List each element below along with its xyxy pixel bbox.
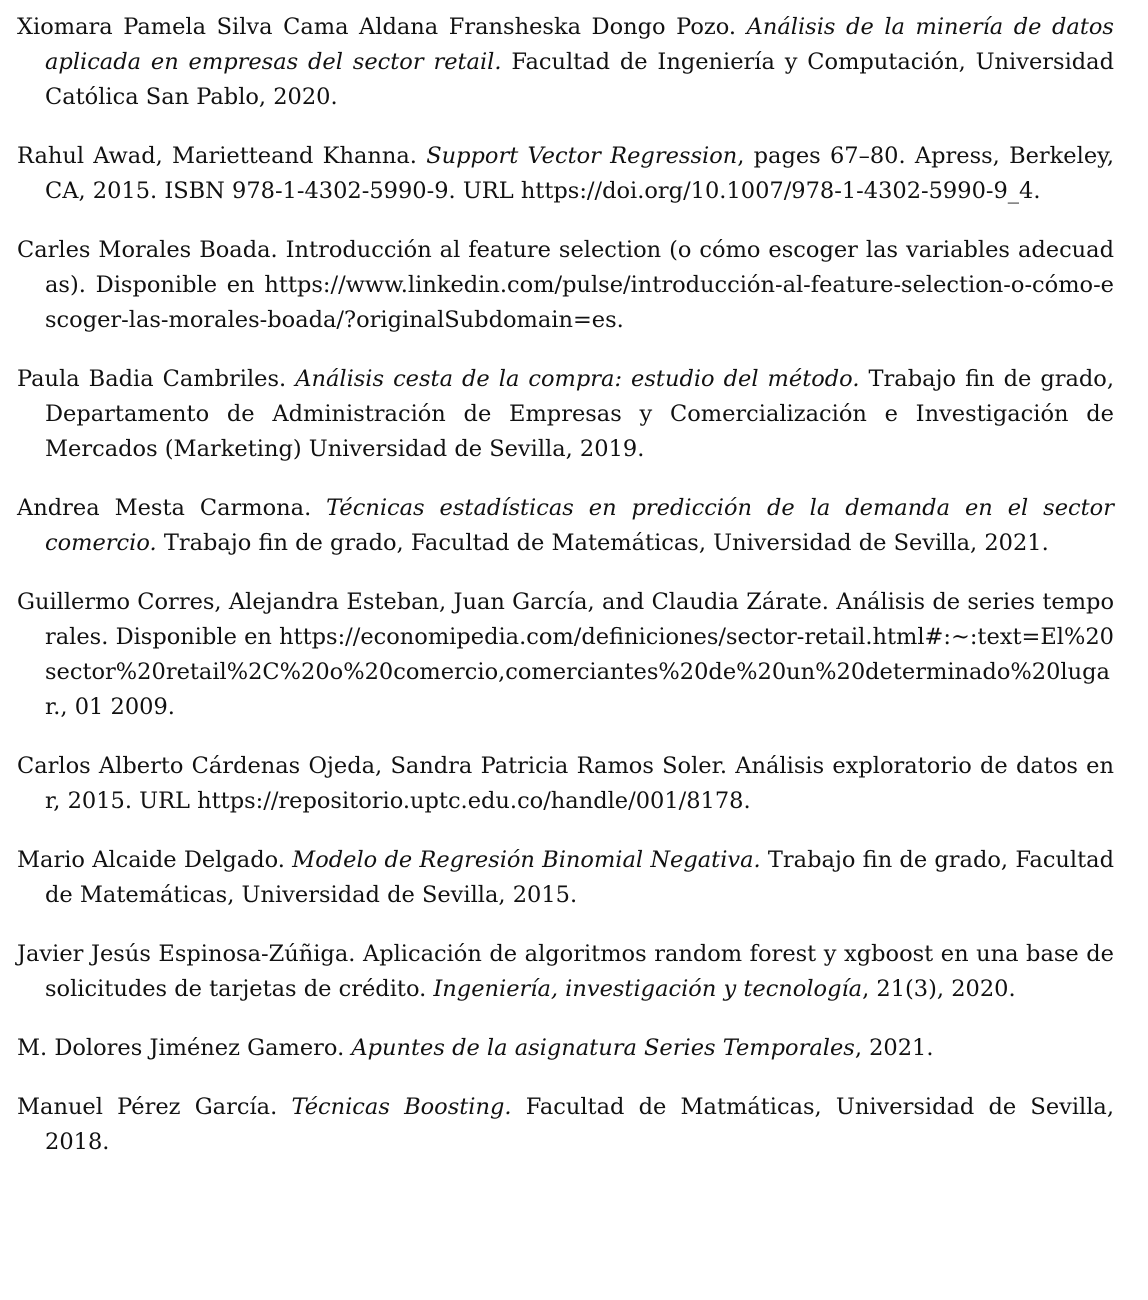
reference-details: Facultad de Matmáticas, Universidad de Sevilla, 2018. bbox=[45, 1094, 1114, 1155]
reference-entry bbox=[17, 585, 1114, 725]
reference-details: Introducción al feature selection (o cómo escoger las variables adecuadas). Disponible en https://www.linkedin.com/pulse/introducción-al-feature-selection-o-cómo-escoger-las-morales-boada/?originalSubdomain=es. bbox=[45, 237, 1114, 333]
reference-authors: Javier Jesús Espinosa-Zúñiga. bbox=[17, 941, 356, 967]
reference-journal: Ingeniería, investigación y tecnología bbox=[433, 976, 863, 1002]
reference-details: Facultad de Ingeniería y Computación, Universidad Católica San Pablo, 2020. bbox=[45, 49, 1114, 110]
reference-details: Trabajo fin de grado, Departamento de Administración de Empresas y Comercialización e Investigación de Mercados (Marketing) Universidad de Sevilla, 2019. bbox=[45, 366, 1115, 462]
reference-entry bbox=[17, 937, 1114, 1007]
reference-details: Trabajo fin de grado, Facultad de Matemáticas, Universidad de Sevilla, 2021. bbox=[163, 530, 1049, 556]
reference-details: Aplicación de algoritmos random forest y xgboost en una base de solicitudes de tarjetas de crédito. bbox=[45, 941, 1115, 1002]
reference-authors: Guillermo Corres, Alejandra Esteban, Juan García, and Claudia Zárate. bbox=[17, 589, 829, 615]
reference-entry bbox=[17, 139, 1114, 209]
reference-title: Análisis cesta de la compra: estudio del método. bbox=[295, 366, 860, 392]
reference-authors: Mario Alcaide Delgado. bbox=[17, 847, 285, 873]
reference-details: , 2021. bbox=[854, 1035, 934, 1061]
reference-details: Análisis exploratorio de datos en r, 2015. URL https://repositorio.uptc.edu.co/handle/001/8178. bbox=[45, 753, 1114, 814]
reference-authors: Manuel Pérez García. bbox=[17, 1094, 278, 1120]
reference-details: Análisis de series temporales. Disponible en https://economipedia.com/definiciones/sector-retail.html#:~:text=El%20sector%20retail%2C%20o%20comercio,comerciantes%20de%20un%20determinado%20lugar., 01 2009. bbox=[45, 589, 1114, 720]
reference-title: Modelo de Regresión Binomial Negativa. bbox=[292, 847, 761, 873]
reference-details: Trabajo fin de grado, Facultad de Matemáticas, Universidad de Sevilla, 2015. bbox=[45, 847, 1114, 908]
reference-title: Técnicas estadísticas en predicción de la demanda en el sector comercio. bbox=[45, 495, 1114, 556]
reference-authors: Carles Morales Boada. bbox=[17, 237, 278, 263]
reference-details: , 21(3), 2020. bbox=[862, 976, 1016, 1002]
reference-entry bbox=[17, 10, 1114, 115]
reference-authors: Xiomara Pamela Silva Cama Aldana Fransheska Dongo Pozo. bbox=[17, 14, 737, 40]
reference-entry bbox=[17, 843, 1114, 913]
reference-authors: Carlos Alberto Cárdenas Ojeda, Sandra Patricia Ramos Soler. bbox=[17, 753, 728, 779]
reference-list bbox=[17, 10, 1114, 1160]
reference-entry bbox=[17, 491, 1114, 561]
reference-authors: M. Dolores Jiménez Gamero. bbox=[17, 1035, 345, 1061]
reference-title: Support Vector Regression bbox=[426, 143, 738, 169]
reference-entry bbox=[17, 749, 1114, 819]
reference-entry bbox=[17, 1090, 1114, 1160]
reference-title: Análisis de la minería de datos aplicada en empresas del sector retail. bbox=[45, 14, 1114, 75]
reference-entry bbox=[17, 362, 1114, 467]
reference-entry bbox=[17, 1031, 1114, 1066]
reference-entry bbox=[17, 233, 1114, 338]
reference-title: Apuntes de la asignatura Series Temporales bbox=[351, 1035, 855, 1061]
reference-authors: Rahul Awad, Marietteand Khanna. bbox=[17, 143, 417, 169]
reference-authors: Paula Badia Cambriles. bbox=[17, 366, 287, 392]
reference-title: Técnicas Boosting. bbox=[291, 1094, 512, 1120]
reference-authors: Andrea Mesta Carmona. bbox=[17, 495, 312, 521]
reference-details: , pages 67–80. Apress, Berkeley, CA, 2015. ISBN 978-1-4302-5990-9. URL https://doi.org/10.1007/978-1-4302-5990-9_4. bbox=[45, 143, 1115, 204]
